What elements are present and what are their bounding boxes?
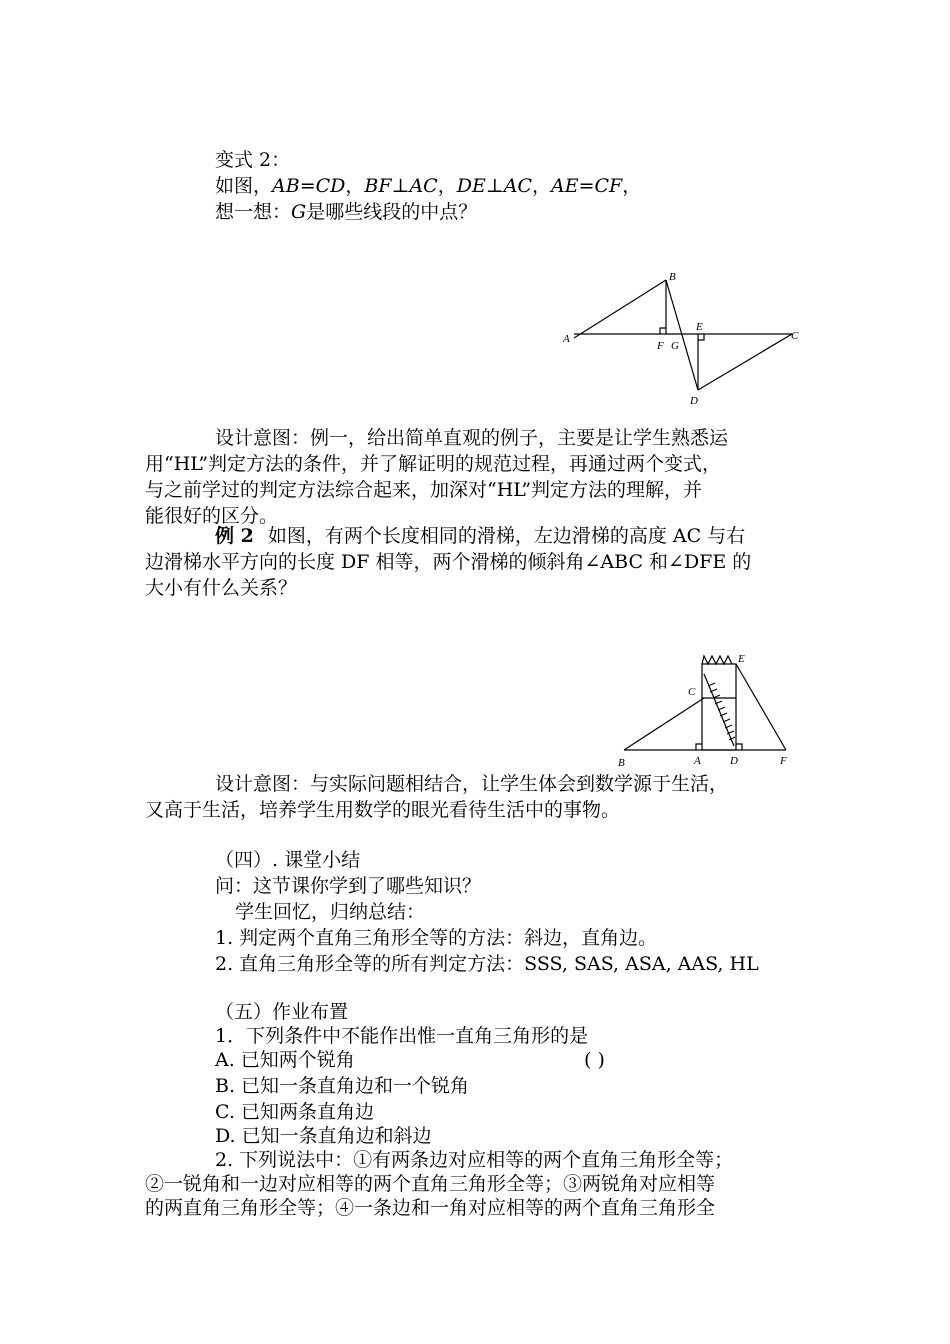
summary-question: 问：这节课你学到了哪些知识？ [215,875,482,897]
segment-name: AE [551,175,579,197]
label-c: C [791,330,799,342]
homework-option-c: C. 已知两条直角边 [215,1101,374,1123]
slide-bc [624,698,704,750]
design1-line-2: 用“HL”判定方法的条件，并了解证明的规范过程，再通过两个变式， [145,453,722,475]
condition-text: ， [622,175,642,197]
point-g-label: G [291,201,307,223]
question-prefix: 想一想： [215,201,292,223]
right-angle-f [660,328,666,334]
condition-text: ， [437,175,457,197]
right-angle-d [736,744,742,750]
summary-item-1: 1. 判定两个直角三角形全等的方法：斜边，直角边。 [215,927,658,949]
condition-text: = [299,175,316,197]
design1-line-1: 设计意图：例一，给出简单直观的例子，主要是让学生熟悉运 [215,427,729,449]
design2-line-2: 又高于生活，培养学生用数学的眼光看待生活中的事物。 [145,799,621,821]
segment-name: CF [594,175,623,197]
label-g: G [671,340,679,352]
segment-name: AC [409,175,438,197]
variant2-title: 变式 2： [215,149,291,171]
answer-blank[interactable]: ( ) [584,1049,605,1071]
summary-recall: 学生回忆，归纳总结： [235,901,426,923]
variant2-conditions [215,174,641,198]
homework-q2-line-3: 的两直角三角形全等；④一条边和一角对应相等的两个直角三角形全 [145,1197,716,1219]
segment-bd [666,280,698,390]
condition-text: ⊥ [391,175,410,197]
segment-name: BF [364,175,392,197]
variant2-question [215,200,477,224]
summary-heading: （四）. 课堂小结 [215,849,361,871]
design1-line-3: 与之前学过的判定方法综合起来，加深对“HL”判定方法的理解，并 [145,479,703,501]
segment-ab [574,280,666,338]
label-d: D [730,755,738,767]
label-a: A [694,755,701,767]
example2-text-1: 如图，有两个长度相同的滑梯，左边滑梯的高度 AC 与右 [267,525,746,547]
example2-line-3: 大小有什么关系？ [145,577,298,599]
segment-name: AC [503,175,532,197]
homework-q2-line-2: ②一锐角和一边对应相等的两个直角三角形全等；③两锐角对应相等 [145,1173,716,1195]
segment-name: CD [315,175,346,197]
condition-text: ， [531,175,551,197]
label-e: E [738,653,745,665]
label-e: E [696,321,703,333]
roof-crenellation [702,656,732,664]
example2-line-2: 边滑梯水平方向的长度 DF 相等，两个滑梯的倾斜角∠ABC 和∠DFE 的 [145,551,752,573]
design1-line-4: 能很好的区分。 [145,505,279,527]
label-c: C [688,686,696,698]
question-suffix: 是哪些线段的中点？ [306,201,478,223]
label-d: D [690,395,698,407]
example2-figure [612,646,798,770]
segment-name: AB [272,175,300,197]
slide-ef [736,664,786,750]
segment-cd [698,334,792,390]
condition-text: = [578,175,595,197]
homework-q2-line-1: 2. 下列说法中：①有两条边对应相等的两个直角三角形全等； [215,1149,734,1171]
condition-text: ， [345,175,365,197]
example2-line-1 [215,524,745,548]
summary-item-2: 2. 直角三角形全等的所有判定方法：SSS, SAS, ASA, AAS, HL [215,953,759,975]
condition-text: ⊥ [485,175,504,197]
label-a: A [563,333,570,345]
design2-line-1: 设计意图：与实际问题相结合，让学生体会到数学源于生活， [215,773,729,795]
homework-q1: 1．下列条件中不能作出惟一直角三角形的是 [215,1025,589,1047]
label-b: B [669,271,676,283]
label-b: B [618,757,625,769]
label-f: F [780,755,787,767]
condition-text: 如图， [215,175,273,197]
homework-heading: （五）作业布置 [215,1001,349,1023]
homework-option-a: A. 已知两个锐角 [215,1049,355,1071]
variant2-figure [560,268,810,410]
right-angle-e [698,334,704,340]
right-angle-a [696,744,702,750]
segment-name: DE [456,175,486,197]
homework-option-b: B. 已知一条直角边和一个锐角 [215,1075,470,1097]
label-f: F [657,340,664,352]
example2-label: 例 2 [215,525,254,547]
homework-option-d: D. 已知一条直角边和斜边 [215,1125,432,1147]
